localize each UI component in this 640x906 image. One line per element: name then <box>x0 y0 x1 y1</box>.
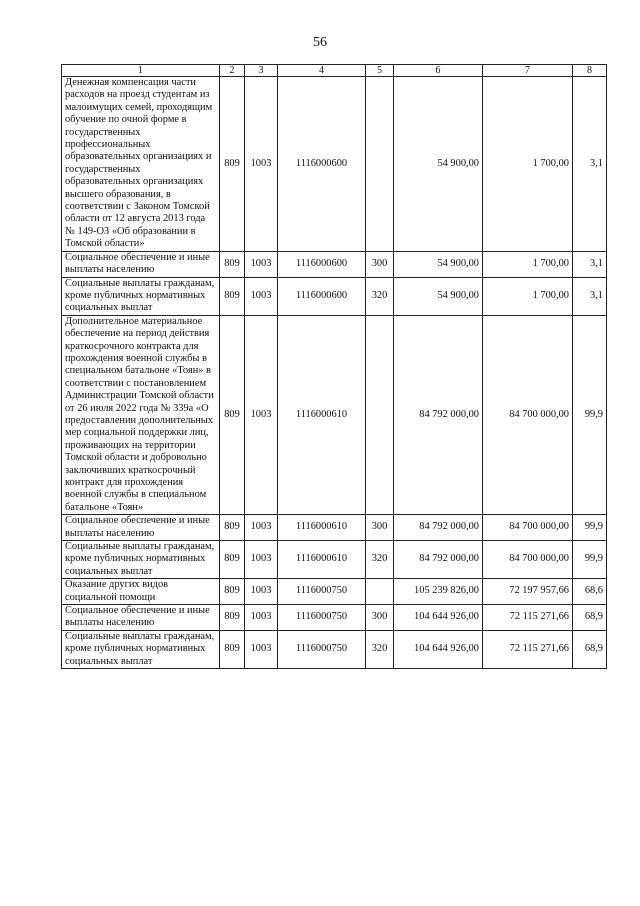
row-name-cell: Социальные выплаты гражданам, кроме публичных нормативных социальных выплат <box>62 541 220 579</box>
percent-cell: 3,1 <box>573 277 607 315</box>
actual-amount-cell: 84 700 000,00 <box>483 541 573 579</box>
expense-type-cell: 300 <box>366 251 394 277</box>
actual-amount-cell: 72 197 957,66 <box>483 579 573 605</box>
planned-amount-cell: 54 900,00 <box>394 277 483 315</box>
column-header: 2 <box>220 65 245 77</box>
column-header: 3 <box>245 65 278 77</box>
budget-table <box>61 64 607 669</box>
row-name-cell: Дополнительное материальное обеспечение на период действия краткосрочного контракта для прохождения военной службы в специальном батальоне «Тоян» в соответствии с постановлением Администрации Томской области от 26 июля 2022 года № 339а «О предоставлении дополнительных мер социальной поддержки лиц, проживающих на территории Томской области и добровольно заключивших краткосрочный контракт для прохождения военной службы в специальном батальоне «Тоян» <box>62 315 220 515</box>
percent-cell: 3,1 <box>573 77 607 252</box>
row-name-cell: Денежная компенсация части расходов на проезд студентам из малоимущих семей, проходящим обучение по очной форме в государственных профессиональных образовательных организациях и государственных образовательных организациях высшего образования, в соответствии с Законом Томской области от 12 августа 2013 года № 149-ОЗ «Об образовании в Томской области» <box>62 77 220 252</box>
grbs-code-cell: 809 <box>220 579 245 605</box>
expense-type-cell: 320 <box>366 541 394 579</box>
expense-type-cell <box>366 315 394 515</box>
column-header: 7 <box>483 65 573 77</box>
section-code-cell: 1003 <box>245 579 278 605</box>
column-header: 6 <box>394 65 483 77</box>
table-row <box>62 630 607 668</box>
row-name-cell: Социальные выплаты гражданам, кроме публичных нормативных социальных выплат <box>62 277 220 315</box>
percent-cell: 68,9 <box>573 605 607 631</box>
grbs-code-cell: 809 <box>220 251 245 277</box>
article-code-cell: 1116000610 <box>278 315 366 515</box>
percent-cell: 99,9 <box>573 315 607 515</box>
percent-cell: 99,9 <box>573 515 607 541</box>
article-code-cell: 1116000610 <box>278 541 366 579</box>
grbs-code-cell: 809 <box>220 277 245 315</box>
column-header: 4 <box>278 65 366 77</box>
planned-amount-cell: 104 644 926,00 <box>394 605 483 631</box>
percent-cell: 68,6 <box>573 579 607 605</box>
section-code-cell: 1003 <box>245 630 278 668</box>
expense-type-cell: 320 <box>366 630 394 668</box>
row-name-cell: Социальное обеспечение и иные выплаты населению <box>62 515 220 541</box>
article-code-cell: 1116000750 <box>278 630 366 668</box>
expense-type-cell: 300 <box>366 515 394 541</box>
grbs-code-cell: 809 <box>220 315 245 515</box>
table-header-row <box>62 65 607 77</box>
table-row <box>62 315 607 515</box>
section-code-cell: 1003 <box>245 277 278 315</box>
grbs-code-cell: 809 <box>220 515 245 541</box>
percent-cell: 99,9 <box>573 541 607 579</box>
article-code-cell: 1116000610 <box>278 515 366 541</box>
table-row <box>62 77 607 252</box>
expense-type-cell: 320 <box>366 277 394 315</box>
table-row <box>62 251 607 277</box>
column-header: 5 <box>366 65 394 77</box>
row-name-cell: Социальное обеспечение и иные выплаты населению <box>62 605 220 631</box>
planned-amount-cell: 84 792 000,00 <box>394 541 483 579</box>
actual-amount-cell: 1 700,00 <box>483 277 573 315</box>
table-row <box>62 277 607 315</box>
planned-amount-cell: 84 792 000,00 <box>394 515 483 541</box>
percent-cell: 68,9 <box>573 630 607 668</box>
percent-cell: 3,1 <box>573 251 607 277</box>
actual-amount-cell: 72 115 271,66 <box>483 630 573 668</box>
table-row <box>62 579 607 605</box>
planned-amount-cell: 104 644 926,00 <box>394 630 483 668</box>
column-header: 8 <box>573 65 607 77</box>
grbs-code-cell: 809 <box>220 630 245 668</box>
actual-amount-cell: 1 700,00 <box>483 77 573 252</box>
article-code-cell: 1116000750 <box>278 579 366 605</box>
section-code-cell: 1003 <box>245 77 278 252</box>
actual-amount-cell: 84 700 000,00 <box>483 315 573 515</box>
article-code-cell: 1116000600 <box>278 277 366 315</box>
planned-amount-cell: 84 792 000,00 <box>394 315 483 515</box>
row-name-cell: Социальное обеспечение и иные выплаты населению <box>62 251 220 277</box>
section-code-cell: 1003 <box>245 315 278 515</box>
article-code-cell: 1116000750 <box>278 605 366 631</box>
grbs-code-cell: 809 <box>220 77 245 252</box>
planned-amount-cell: 105 239 826,00 <box>394 579 483 605</box>
column-header: 1 <box>62 65 220 77</box>
actual-amount-cell: 72 115 271,66 <box>483 605 573 631</box>
section-code-cell: 1003 <box>245 515 278 541</box>
row-name-cell: Социальные выплаты гражданам, кроме публичных нормативных социальных выплат <box>62 630 220 668</box>
section-code-cell: 1003 <box>245 541 278 579</box>
row-name-cell: Оказание других видов социальной помощи <box>62 579 220 605</box>
planned-amount-cell: 54 900,00 <box>394 251 483 277</box>
expense-type-cell <box>366 77 394 252</box>
section-code-cell: 1003 <box>245 251 278 277</box>
expense-type-cell: 300 <box>366 605 394 631</box>
section-code-cell: 1003 <box>245 605 278 631</box>
actual-amount-cell: 84 700 000,00 <box>483 515 573 541</box>
grbs-code-cell: 809 <box>220 605 245 631</box>
table-row <box>62 541 607 579</box>
planned-amount-cell: 54 900,00 <box>394 77 483 252</box>
table-row <box>62 605 607 631</box>
page-number: 56 <box>313 35 327 50</box>
actual-amount-cell: 1 700,00 <box>483 251 573 277</box>
table-row <box>62 515 607 541</box>
expense-type-cell <box>366 579 394 605</box>
grbs-code-cell: 809 <box>220 541 245 579</box>
article-code-cell: 1116000600 <box>278 251 366 277</box>
article-code-cell: 1116000600 <box>278 77 366 252</box>
